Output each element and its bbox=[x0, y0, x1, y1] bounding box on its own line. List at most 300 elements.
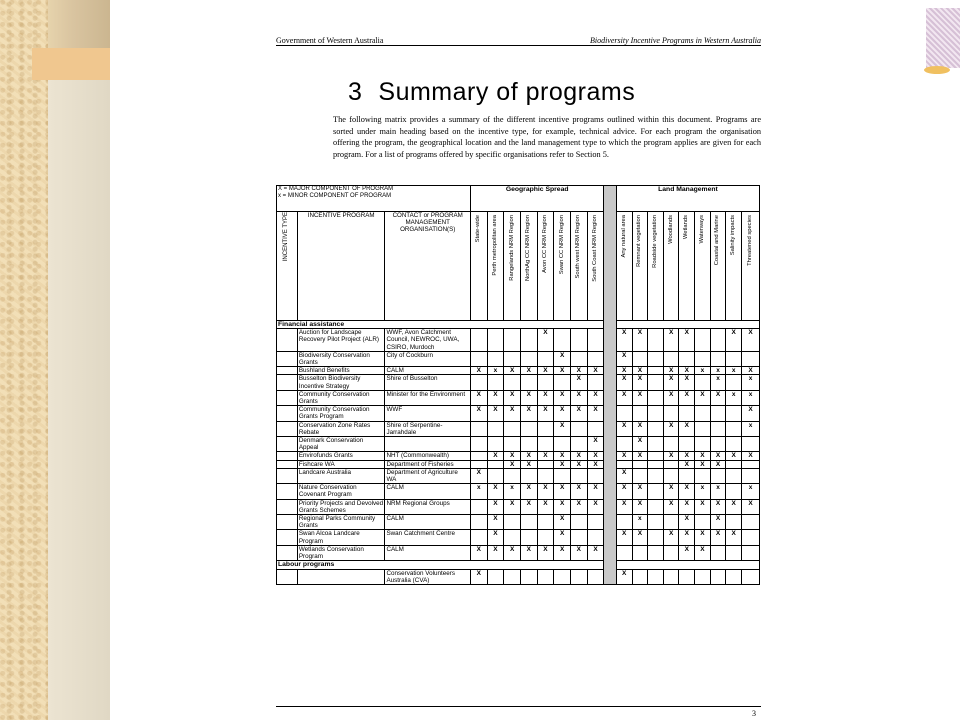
geo-mark: X bbox=[554, 460, 571, 468]
land-mark: X bbox=[616, 421, 632, 436]
geo-mark bbox=[520, 437, 537, 452]
land-mark bbox=[648, 437, 664, 452]
geo-mark: X bbox=[504, 460, 521, 468]
land-mark: X bbox=[616, 367, 632, 375]
geo-mark bbox=[487, 375, 504, 390]
land-mark: X bbox=[616, 484, 632, 499]
geo-mark: X bbox=[470, 468, 487, 483]
program-row bbox=[277, 530, 760, 545]
header-right: Biodiversity Incentive Programs in Western Australia bbox=[589, 36, 761, 45]
land-mark: X bbox=[663, 390, 679, 405]
geo-mark bbox=[504, 437, 521, 452]
geo-mark: X bbox=[554, 421, 571, 436]
geo-mark bbox=[587, 468, 604, 483]
geo-mark: X bbox=[487, 452, 504, 460]
program-row bbox=[277, 390, 760, 405]
geo-mark bbox=[587, 569, 604, 584]
land-mark: X bbox=[663, 367, 679, 375]
incentive-type-cell bbox=[277, 452, 298, 460]
geo-mark bbox=[570, 421, 587, 436]
geo-mark: X bbox=[554, 452, 571, 460]
land-mark: X bbox=[695, 460, 711, 468]
geo-column-label: Avon CC NRM Region bbox=[541, 215, 548, 273]
program-name: Swan Alcoa Landcare Program bbox=[297, 530, 385, 545]
geo-mark: X bbox=[470, 367, 487, 375]
land-mark: X bbox=[695, 530, 711, 545]
incentive-type-cell bbox=[277, 515, 298, 530]
program-organisation: Department of Fisheries bbox=[385, 460, 471, 468]
land-mark bbox=[648, 468, 664, 483]
geo-mark: X bbox=[587, 545, 604, 560]
program-organisation: CALM bbox=[385, 515, 471, 530]
land-mark bbox=[648, 421, 664, 436]
land-column-label: Salinity impacts bbox=[730, 215, 737, 256]
geo-mark: X bbox=[587, 484, 604, 499]
geo-mark bbox=[537, 569, 554, 584]
land-mark: X bbox=[710, 499, 726, 514]
incentive-type-cell bbox=[277, 367, 298, 375]
geo-mark bbox=[470, 421, 487, 436]
incentive-type-cell bbox=[277, 569, 298, 584]
land-mark bbox=[710, 329, 726, 352]
land-mark bbox=[648, 569, 664, 584]
land-mark: X bbox=[632, 437, 648, 452]
geo-mark bbox=[470, 499, 487, 514]
program-row bbox=[277, 545, 760, 560]
incentive-type-cell bbox=[277, 375, 298, 390]
geo-mark: X bbox=[570, 375, 587, 390]
geo-mark bbox=[487, 569, 504, 584]
program-row bbox=[277, 375, 760, 390]
land-mark: X bbox=[679, 367, 695, 375]
land-mark: X bbox=[695, 390, 711, 405]
geo-mark bbox=[504, 468, 521, 483]
geo-column-header bbox=[470, 212, 487, 321]
land-mark bbox=[616, 437, 632, 452]
geo-mark: X bbox=[470, 390, 487, 405]
incentive-type-cell bbox=[277, 468, 298, 483]
geo-mark bbox=[570, 437, 587, 452]
matrix-group-header-row bbox=[277, 186, 760, 212]
land-mark: X bbox=[632, 375, 648, 390]
geo-mark: X bbox=[587, 367, 604, 375]
geo-mark: X bbox=[570, 460, 587, 468]
geo-mark bbox=[537, 530, 554, 545]
land-mark bbox=[616, 515, 632, 530]
incentive-type-cell bbox=[277, 329, 298, 352]
geo-mark bbox=[587, 329, 604, 352]
geo-mark bbox=[504, 351, 521, 366]
summary-matrix bbox=[276, 185, 760, 585]
geo-mark bbox=[487, 468, 504, 483]
geo-mark: X bbox=[537, 406, 554, 421]
land-mark: X bbox=[679, 375, 695, 390]
section-title bbox=[348, 78, 635, 107]
land-mark bbox=[648, 406, 664, 421]
geo-mark bbox=[520, 515, 537, 530]
land-mark: X bbox=[710, 390, 726, 405]
geo-mark: X bbox=[487, 499, 504, 514]
footer-rule bbox=[276, 706, 761, 707]
geo-column-header bbox=[504, 212, 521, 321]
land-column-header bbox=[632, 212, 648, 321]
program-row bbox=[277, 460, 760, 468]
geo-mark: X bbox=[570, 406, 587, 421]
land-column-header bbox=[648, 212, 664, 321]
land-mark: X bbox=[616, 499, 632, 514]
program-name: Wetlands Conservation Program bbox=[297, 545, 385, 560]
section-heading-fill bbox=[616, 321, 759, 329]
geo-mark: X bbox=[537, 484, 554, 499]
land-mark bbox=[648, 460, 664, 468]
program-name: Auction for Landscape Recovery Pilot Project (ALR) bbox=[297, 329, 385, 352]
geo-mark: X bbox=[587, 499, 604, 514]
land-mark: X bbox=[632, 367, 648, 375]
geo-mark bbox=[520, 530, 537, 545]
geo-mark bbox=[520, 375, 537, 390]
land-mark: X bbox=[616, 390, 632, 405]
land-mark: X bbox=[663, 530, 679, 545]
program-name: Busselton Biodiversity Incentive Strategy bbox=[297, 375, 385, 390]
program-row bbox=[277, 367, 760, 375]
program-row bbox=[277, 468, 760, 483]
land-mark: X bbox=[679, 421, 695, 436]
program-name: Nature Conservation Covenant Program bbox=[297, 484, 385, 499]
geo-mark: X bbox=[554, 484, 571, 499]
geo-column-header bbox=[587, 212, 604, 321]
land-mark bbox=[742, 545, 760, 560]
land-mark: X bbox=[742, 452, 760, 460]
column-separator bbox=[604, 186, 617, 585]
geo-mark: X bbox=[570, 390, 587, 405]
geo-mark: X bbox=[554, 499, 571, 514]
geo-mark bbox=[470, 437, 487, 452]
land-mark bbox=[632, 545, 648, 560]
land-mark bbox=[632, 406, 648, 421]
program-name: Regional Parks Community Grants bbox=[297, 515, 385, 530]
geo-mark bbox=[520, 421, 537, 436]
geo-mark bbox=[504, 530, 521, 545]
incentive-type-cell bbox=[277, 421, 298, 436]
geo-column-header bbox=[570, 212, 587, 321]
land-mark bbox=[695, 437, 711, 452]
geo-mark: X bbox=[554, 530, 571, 545]
program-organisation: WWF bbox=[385, 406, 471, 421]
program-organisation: Conservation Volunteers Australia (CVA) bbox=[385, 569, 471, 584]
land-column-header bbox=[695, 212, 711, 321]
incentive-type-cell bbox=[277, 351, 298, 366]
geo-mark bbox=[537, 515, 554, 530]
land-mark bbox=[695, 351, 711, 366]
incentive-program-header: INCENTIVE PROGRAM bbox=[297, 212, 385, 321]
geo-mark bbox=[570, 468, 587, 483]
land-mark bbox=[616, 545, 632, 560]
geo-mark bbox=[537, 460, 554, 468]
geo-mark bbox=[587, 421, 604, 436]
land-mark bbox=[742, 468, 760, 483]
land-mark: x bbox=[742, 375, 760, 390]
geo-mark bbox=[520, 569, 537, 584]
land-mark: X bbox=[663, 329, 679, 352]
geo-mark bbox=[570, 329, 587, 352]
land-mark: X bbox=[726, 329, 742, 352]
geo-mark bbox=[504, 515, 521, 530]
program-name: Bushland Benefits bbox=[297, 367, 385, 375]
land-mark: X bbox=[616, 351, 632, 366]
land-mark: X bbox=[616, 452, 632, 460]
geo-mark: X bbox=[470, 545, 487, 560]
land-mark: x bbox=[710, 484, 726, 499]
incentive-type-header-text: INCENTIVE TYPE bbox=[283, 212, 290, 262]
program-row bbox=[277, 569, 760, 584]
land-mark bbox=[726, 569, 742, 584]
land-mark: X bbox=[726, 499, 742, 514]
geo-mark bbox=[570, 569, 587, 584]
land-mark: x bbox=[695, 367, 711, 375]
land-mark: X bbox=[710, 530, 726, 545]
land-column-header bbox=[616, 212, 632, 321]
land-mark bbox=[648, 351, 664, 366]
land-mark bbox=[648, 545, 664, 560]
header-left: Government of Western Australia bbox=[276, 36, 384, 45]
land-mark: X bbox=[726, 530, 742, 545]
land-mark bbox=[726, 406, 742, 421]
land-mark bbox=[726, 375, 742, 390]
geo-mark bbox=[587, 375, 604, 390]
land-mark: X bbox=[663, 484, 679, 499]
land-mark: X bbox=[679, 515, 695, 530]
geo-mark: X bbox=[504, 406, 521, 421]
land-mark bbox=[648, 530, 664, 545]
land-mark: X bbox=[679, 530, 695, 545]
incentive-type-cell bbox=[277, 406, 298, 421]
program-name: Envirofunds Grants bbox=[297, 452, 385, 460]
program-name: Conservation Zone Rates Rebate bbox=[297, 421, 385, 436]
land-mark: X bbox=[679, 452, 695, 460]
land-mark: X bbox=[663, 375, 679, 390]
land-mark: X bbox=[679, 460, 695, 468]
geo-mark: X bbox=[504, 390, 521, 405]
program-organisation: CALM bbox=[385, 484, 471, 499]
land-mark bbox=[726, 515, 742, 530]
land-mark bbox=[663, 406, 679, 421]
geo-mark bbox=[487, 460, 504, 468]
section-title-text: Summary of programs bbox=[378, 78, 636, 106]
land-column-header bbox=[710, 212, 726, 321]
land-mark: X bbox=[632, 452, 648, 460]
geo-mark bbox=[470, 329, 487, 352]
land-mark: X bbox=[679, 484, 695, 499]
geo-mark: X bbox=[487, 484, 504, 499]
land-mark bbox=[742, 351, 760, 366]
geo-mark bbox=[504, 375, 521, 390]
section-heading: Financial assistance bbox=[277, 321, 604, 329]
section-row bbox=[277, 561, 760, 569]
geo-mark: X bbox=[554, 545, 571, 560]
geo-mark bbox=[587, 351, 604, 366]
geo-mark bbox=[537, 421, 554, 436]
land-mark: X bbox=[710, 452, 726, 460]
geo-mark: X bbox=[504, 499, 521, 514]
geo-column-header bbox=[554, 212, 571, 321]
geo-mark bbox=[470, 530, 487, 545]
geo-mark bbox=[587, 515, 604, 530]
land-mark: X bbox=[742, 367, 760, 375]
land-mark: X bbox=[679, 329, 695, 352]
matrix-column-header-row bbox=[277, 212, 760, 321]
geo-mark bbox=[487, 421, 504, 436]
geo-mark: X bbox=[520, 452, 537, 460]
land-column-header bbox=[679, 212, 695, 321]
land-mark bbox=[726, 468, 742, 483]
program-row bbox=[277, 421, 760, 436]
land-mark bbox=[632, 569, 648, 584]
geo-mark: X bbox=[487, 530, 504, 545]
geo-mark bbox=[587, 530, 604, 545]
legend-line: x = MINOR COMPONENT OF PROGRAM bbox=[278, 193, 392, 199]
geo-mark bbox=[537, 351, 554, 366]
geo-mark: X bbox=[570, 484, 587, 499]
program-name: Community Conservation Grants Program bbox=[297, 406, 385, 421]
land-mark: X bbox=[726, 452, 742, 460]
geo-mark: X bbox=[470, 569, 487, 584]
land-column-label: Threatened species bbox=[746, 215, 753, 266]
geo-mark bbox=[520, 468, 537, 483]
geo-mark: X bbox=[537, 545, 554, 560]
land-mark bbox=[710, 421, 726, 436]
incentive-type-cell bbox=[277, 390, 298, 405]
page-number: 3 bbox=[752, 709, 756, 718]
program-row bbox=[277, 437, 760, 452]
land-mark: X bbox=[632, 530, 648, 545]
land-mark bbox=[726, 421, 742, 436]
land-mark bbox=[742, 515, 760, 530]
geo-mark bbox=[554, 375, 571, 390]
program-row bbox=[277, 329, 760, 352]
geo-mark: X bbox=[587, 406, 604, 421]
land-mark bbox=[742, 437, 760, 452]
header-rule bbox=[276, 45, 761, 46]
geo-mark: X bbox=[554, 367, 571, 375]
land-mark: X bbox=[710, 515, 726, 530]
incentive-type-cell bbox=[277, 530, 298, 545]
land-mark: X bbox=[710, 460, 726, 468]
legend-line: X = MAJOR COMPONENT OF PROGRAM bbox=[278, 186, 394, 192]
land-mark: x bbox=[742, 484, 760, 499]
land-mark bbox=[663, 437, 679, 452]
program-name: Community Conservation Grants bbox=[297, 390, 385, 405]
land-mark bbox=[695, 468, 711, 483]
incentive-type-header bbox=[277, 212, 298, 321]
program-organisation: NRM Regional Groups bbox=[385, 499, 471, 514]
geo-mark bbox=[470, 460, 487, 468]
geo-mark: X bbox=[554, 406, 571, 421]
geo-mark: X bbox=[504, 545, 521, 560]
program-name: Denmark Conservation Appeal bbox=[297, 437, 385, 452]
land-mark bbox=[632, 351, 648, 366]
geo-mark: X bbox=[537, 329, 554, 352]
land-mark: X bbox=[616, 569, 632, 584]
program-organisation: Department of Agriculture WA bbox=[385, 468, 471, 483]
land-mark bbox=[742, 569, 760, 584]
geo-mark: X bbox=[554, 390, 571, 405]
geo-column-label: South Coast NRM Region bbox=[591, 215, 598, 282]
land-mark: X bbox=[632, 329, 648, 352]
geo-mark bbox=[520, 329, 537, 352]
program-organisation: NHT (Commonwealth) bbox=[385, 452, 471, 460]
geo-mark bbox=[554, 437, 571, 452]
geo-column-header bbox=[537, 212, 554, 321]
geo-group-header: Geographic Spread bbox=[470, 186, 603, 212]
program-name: Biodiversity Conservation Grants bbox=[297, 351, 385, 366]
land-mark: X bbox=[663, 421, 679, 436]
geo-mark bbox=[487, 437, 504, 452]
land-mark bbox=[648, 452, 664, 460]
geo-mark: X bbox=[487, 545, 504, 560]
land-mark bbox=[695, 329, 711, 352]
geo-mark: X bbox=[487, 406, 504, 421]
land-mark: x bbox=[695, 484, 711, 499]
land-mark bbox=[710, 437, 726, 452]
land-column-label: Waterways bbox=[698, 215, 705, 244]
geo-mark bbox=[504, 421, 521, 436]
intro-paragraph: The following matrix provides a summary of the different incentive programs outlined within this document. Programs are sorted under main heading based on the incentive type, for example, technical advice. For each program the organisation offering the program, the geographical location and the land management type to which the program applies are given for each program. For a list of programs offered by specific organisations refer to Section 5. bbox=[333, 115, 761, 160]
land-column-label: Coastal and Marine bbox=[714, 215, 721, 266]
land-column-header bbox=[663, 212, 679, 321]
geo-mark: X bbox=[554, 351, 571, 366]
land-mark bbox=[648, 499, 664, 514]
land-mark: X bbox=[632, 499, 648, 514]
geo-mark: X bbox=[570, 545, 587, 560]
geo-mark bbox=[504, 569, 521, 584]
geo-mark bbox=[470, 452, 487, 460]
incentive-type-cell bbox=[277, 545, 298, 560]
land-mark bbox=[648, 390, 664, 405]
geo-mark: x bbox=[504, 484, 521, 499]
program-organisation bbox=[385, 437, 471, 452]
geo-mark bbox=[537, 437, 554, 452]
geo-mark: X bbox=[537, 499, 554, 514]
geo-column-header bbox=[487, 212, 504, 321]
land-mark bbox=[632, 460, 648, 468]
land-mark bbox=[726, 351, 742, 366]
land-mark bbox=[695, 375, 711, 390]
program-organisation: WWF, Avon Catchment Council, NEWROC, UWA, CSIRO, Murdoch bbox=[385, 329, 471, 352]
land-mark bbox=[616, 406, 632, 421]
land-mark bbox=[663, 468, 679, 483]
geo-column-header bbox=[520, 212, 537, 321]
program-name bbox=[297, 569, 385, 584]
geo-mark: X bbox=[570, 367, 587, 375]
land-mark: x bbox=[726, 367, 742, 375]
geo-mark bbox=[554, 468, 571, 483]
geo-column-label: South west NRM Region bbox=[575, 215, 582, 279]
program-row bbox=[277, 452, 760, 460]
land-mark bbox=[616, 460, 632, 468]
program-row bbox=[277, 351, 760, 366]
land-mark bbox=[679, 569, 695, 584]
land-mark bbox=[726, 545, 742, 560]
land-mark: X bbox=[679, 545, 695, 560]
land-mark bbox=[648, 367, 664, 375]
land-mark bbox=[726, 437, 742, 452]
geo-mark: X bbox=[520, 545, 537, 560]
land-mark: X bbox=[616, 530, 632, 545]
geo-mark bbox=[520, 351, 537, 366]
program-organisation: City of Cockburn bbox=[385, 351, 471, 366]
program-name: Priority Projects and Devolved Grants Schemes bbox=[298, 499, 384, 514]
program-organisation: Minister for the Environment bbox=[385, 390, 471, 405]
